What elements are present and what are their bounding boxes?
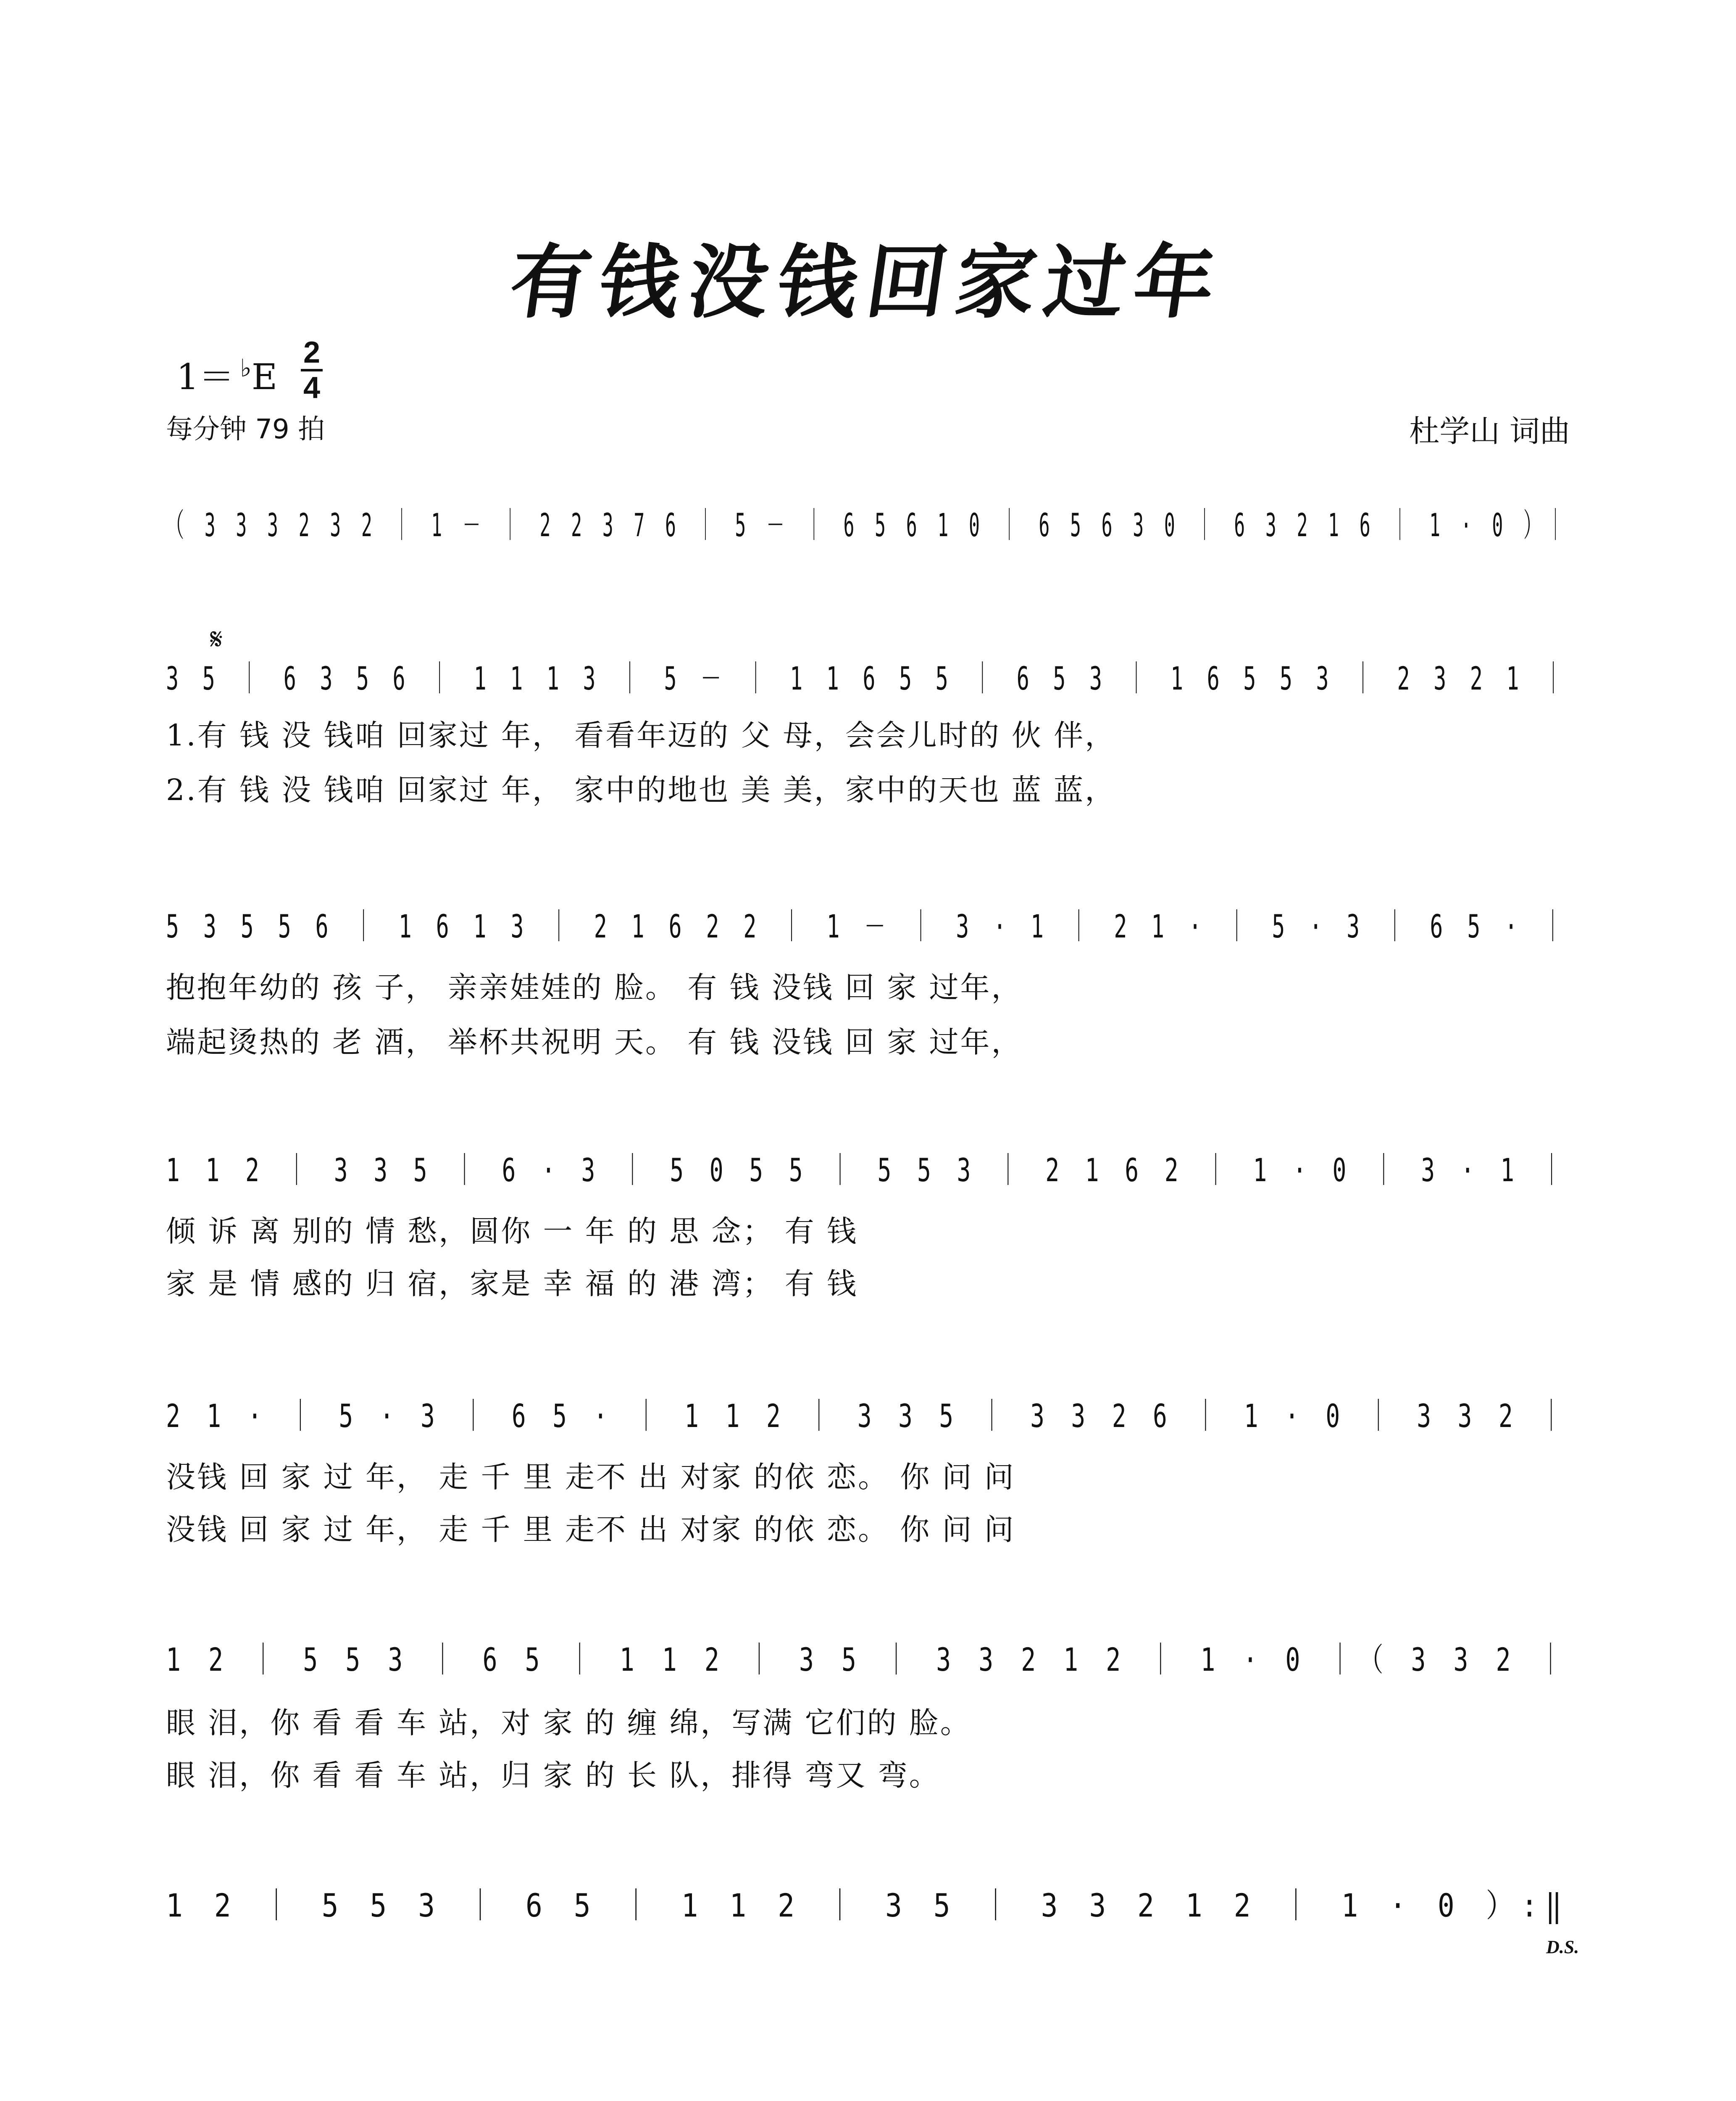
lyric-verse-1: 没钱 回 家 过 年， 走 千 里 走不 出 对家 的依 恋。 你 问 问	[166, 1460, 1015, 1494]
lyric-verse-2: 没钱 回 家 过 年， 走 千 里 走不 出 对家 的依 恋。 你 问 问	[166, 1512, 1015, 1547]
lyric-verse-2: 端起烫热的 老 酒， 举杯共祝明 天。 有 钱 没钱 回 家 过年，	[166, 1025, 1023, 1059]
score-system	[166, 1882, 1569, 1937]
lyric-line	[166, 1754, 1569, 1796]
song-title: 有钱没钱回家过年	[504, 235, 1230, 329]
lyric-verse-1: 1.有 钱 没 钱咱 回家过 年， 看看年迈的 父 母，会会儿时的 伙 伴，	[166, 718, 1116, 753]
lyric-verse-2: 家 是 情 感的 归 宿，家是 幸 福 的 港 湾； 有 钱	[166, 1266, 858, 1301]
notation-line: 5 3 5 5 6 ｜ 1 6 1 3 ｜ 2 1 6 2 2 ｜ 1 － ｜ 3 · 1 ｜ 2 1 · ｜ 5 · 3 ｜ 6 5 · ｜	[166, 908, 1570, 945]
time-signature	[299, 336, 324, 404]
score-system	[166, 502, 1569, 557]
lyric-line	[166, 1021, 1569, 1063]
score-system	[166, 1147, 1569, 1202]
notation-line: （ 3 3 3 2 3 2 ｜ 1 － ｜ 2 2 3 7 6 ｜ 5 － ｜ 6 5 6 1 0 ｜ 6 5 6 3 0 ｜ 6 3 2 1 6 ｜ 1 · 0 ）｜	[166, 506, 1569, 544]
lyric-line	[166, 1210, 1569, 1252]
time-signature-bottom: 4	[303, 371, 321, 405]
key-signature	[176, 349, 277, 400]
score-system	[166, 903, 1569, 958]
segno-icon: 𝄋	[210, 622, 223, 656]
key-letter: E	[251, 356, 278, 398]
lyric-line	[166, 1263, 1569, 1305]
lyric-verse-2: 眼 泪，你 看 看 车 站，归 家 的 长 队，排得 弯又 弯。	[166, 1758, 940, 1793]
flat-sign: ♭	[240, 354, 252, 382]
score-system	[166, 1637, 1569, 1691]
dal-segno-mark: D.S.	[1546, 1937, 1579, 1957]
lyric-line	[166, 769, 1569, 811]
score-system	[166, 1393, 1569, 1448]
key-prefix: 1＝	[176, 356, 234, 398]
notation-line: 3 5 ｜ 6 3 5 6 ｜ 1 1 1 3 ｜ 5 － ｜ 1 1 6 5 5 ｜ 6 5 3 ｜ 1 6 5 5 3 ｜ 2 3 2 1 ｜	[166, 660, 1570, 697]
notation-line: 1 1 2 ｜ 3 3 5 ｜ 6 · 3 ｜ 5 0 5 5 ｜ 5 5 3 ｜ 2 1 6 2 ｜ 1 · 0 ｜ 3 · 1 ｜	[166, 1151, 1569, 1189]
lyric-verse-2: 2.有 钱 没 钱咱 回家过 年， 家中的地也 美 美，家中的天也 蓝 蓝，	[166, 773, 1116, 807]
lyric-line	[166, 966, 1569, 1008]
lyric-line	[166, 1509, 1569, 1551]
lyric-verse-1: 倾 诉 离 别的 情 愁，圆你 一 年 的 思 念； 有 钱	[166, 1214, 858, 1248]
lyric-verse-1: 眼 泪，你 看 看 车 站，对 家 的 缠 绵，写满 它们的 脸。	[166, 1706, 971, 1740]
lyric-line	[166, 1702, 1569, 1744]
score-system	[166, 656, 1569, 710]
notation-line: 1 2 ｜ 5 5 3 ｜ 6 5 ｜ 1 1 2 ｜ 3 5 ｜ 3 3 2 1 2 ｜ 1 · 0 ）:‖	[166, 1887, 1570, 1924]
lyric-line	[166, 1456, 1569, 1498]
lyric-line	[166, 714, 1569, 756]
lyric-verse-1: 抱抱年幼的 孩 子， 亲亲娃娃的 脸。 有 钱 没钱 回 家 过年，	[166, 970, 1023, 1005]
author-credit: 杜学山 词曲	[1409, 413, 1570, 449]
notation-line: 1 2 ｜ 5 5 3 ｜ 6 5 ｜ 1 1 2 ｜ 3 5 ｜ 3 3 2 1 2 ｜ 1 · 0 ｜（ 3 3 2 ｜	[166, 1641, 1570, 1678]
notation-line: 2 1 · ｜ 5 · 3 ｜ 6 5 · ｜ 1 1 2 ｜ 3 3 5 ｜ 3 3 2 6 ｜ 1 · 0 ｜ 3 3 2 ｜	[166, 1397, 1570, 1435]
time-signature-top: 2	[303, 336, 321, 369]
tempo-marking: 每分钟 79 拍	[166, 414, 325, 445]
